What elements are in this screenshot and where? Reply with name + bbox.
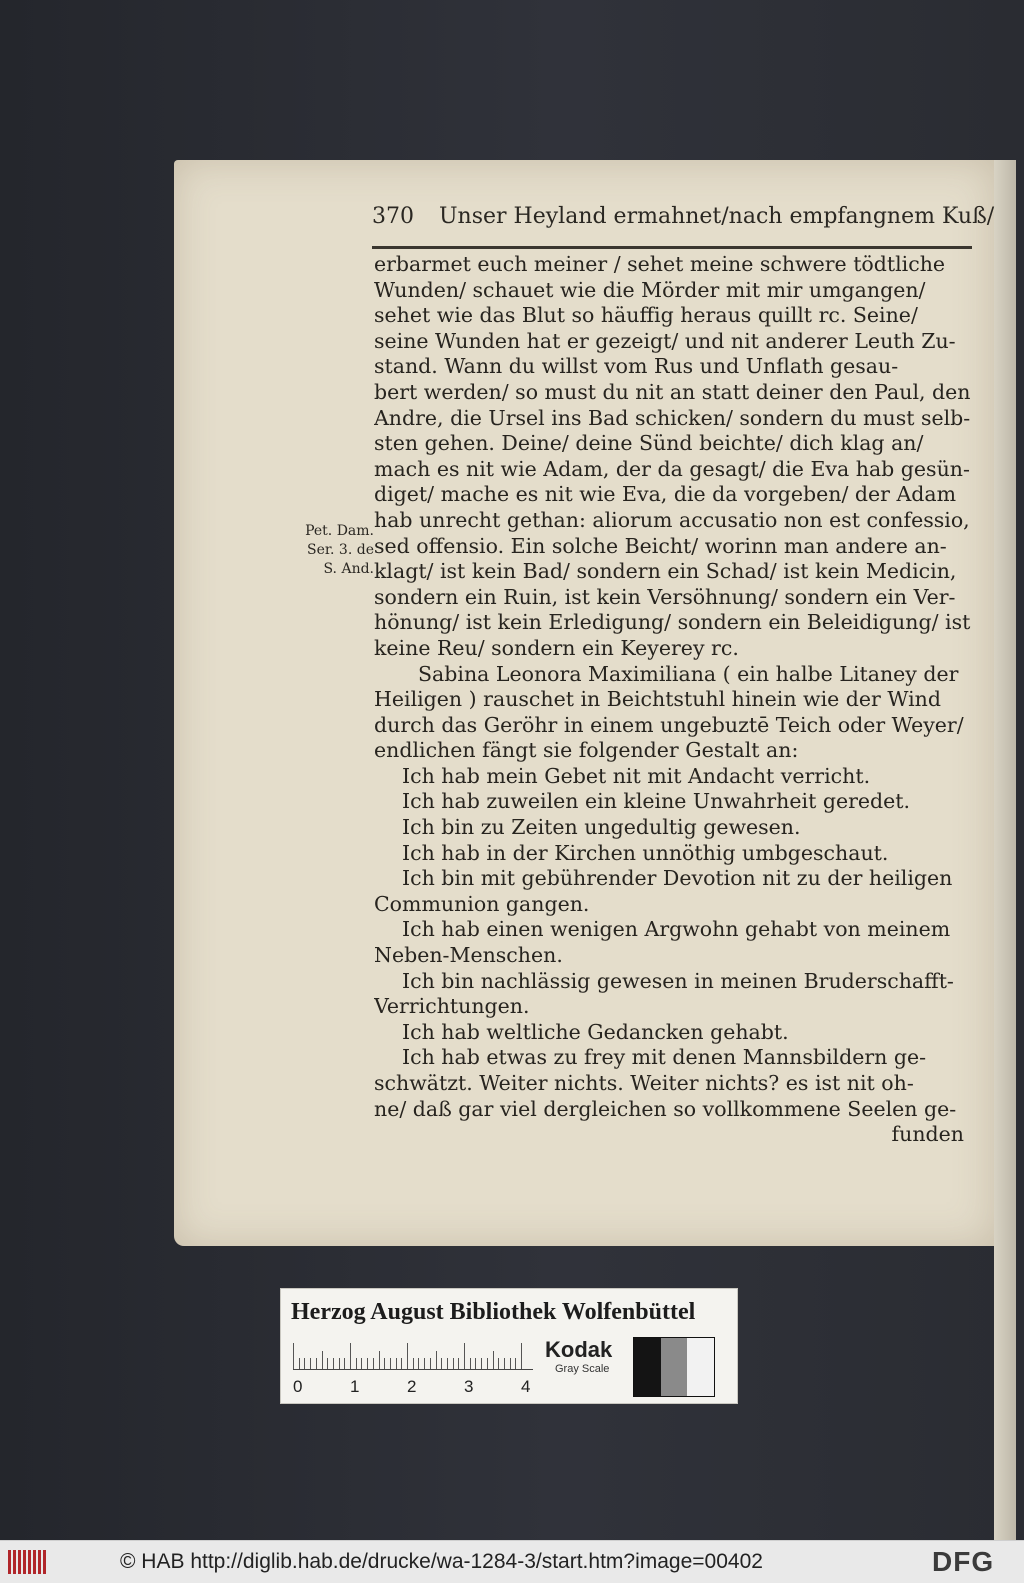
color-calibration-card [280, 1288, 738, 1404]
text-line: stand. Wann du willst vom Rus und Unflath gesau- [374, 354, 899, 379]
text-line: hab unrecht gethan: aliorum accusatio non est confessio, [374, 507, 970, 532]
running-head [372, 204, 995, 244]
text-line: Verrichtungen. [374, 994, 530, 1019]
ruler-tick [418, 1358, 419, 1369]
text-line: Heiligen ) rauschet in Beichtstuhl hinein wie der Wind [374, 687, 941, 712]
margin-note-line: Ser. 3. de [307, 542, 374, 558]
text-line: bert werden/ so must du nit an statt deiner den Paul, den [374, 379, 971, 404]
confession-line: Ich hab in der Kirchen unnöthig umbgeschaut. [402, 840, 889, 865]
ruler-tick [424, 1358, 425, 1369]
ruler-tick [333, 1358, 334, 1369]
library-name: Herzog August Bibliothek Wolfenbüttel [291, 1299, 696, 1325]
ruler-tick [487, 1358, 488, 1369]
ruler-tick [339, 1358, 340, 1369]
gray-patch [687, 1338, 714, 1396]
ruler-tick [453, 1358, 454, 1369]
ruler-tick [390, 1358, 391, 1369]
text-line: Andre, die Ursel ins Bad schicken/ sondern du must selb- [374, 405, 971, 430]
ruler-tick [481, 1358, 482, 1369]
ruler-tick [327, 1358, 328, 1369]
text-line: keine Reu/ sondern ein Keyerey rc. [374, 635, 739, 660]
gray-patch [661, 1338, 688, 1396]
ruler-tick [430, 1358, 431, 1369]
ruler-tick [384, 1358, 385, 1369]
ruler-number: 2 [407, 1377, 417, 1396]
ruler-tick [447, 1358, 448, 1369]
confession-line: Ich bin nachlässig gewesen in meinen Bruderschafft- [402, 968, 954, 993]
confession-line: Ich hab zuweilen ein kleine Unwahrheit geredet. [402, 789, 911, 814]
ruler-tick [361, 1358, 362, 1369]
ruler-tick [504, 1358, 505, 1369]
dfg-logo: DFG [932, 1546, 995, 1577]
ruler-number: 1 [350, 1377, 360, 1396]
text-line: durch das Geröhr in einem ungebuztē Teich oder Weyer/ [374, 712, 964, 737]
ruler-tick [310, 1358, 311, 1369]
page-number: 370 [372, 204, 414, 229]
body-text [374, 252, 974, 1148]
ruler-tick [510, 1358, 511, 1369]
text-line: ne/ daß gar viel dergleichen so vollkommene Seelen ge- [374, 1096, 957, 1121]
ruler-tick [344, 1358, 345, 1369]
ruler-tick [396, 1358, 397, 1369]
text-line: sten gehen. Deine/ deine Sünd beichte/ dich klag an/ [374, 431, 924, 456]
confession-line: Ich hab etwas zu frey mit denen Mannsbildern ge- [402, 1045, 927, 1070]
ruler-tick [293, 1343, 294, 1369]
text-line: sehet wie das Blut so häuffig heraus quillt rc. Seine/ [374, 303, 918, 328]
ruler-tick [441, 1358, 442, 1369]
text-line: seine Wunden hat er gezeigt/ und nit anderer Leuth Zu- [374, 328, 956, 353]
ruler-tick [304, 1358, 305, 1369]
hab-logo-icon [8, 1550, 48, 1574]
ruler-tick [379, 1351, 380, 1369]
text-line: schwätzt. Weiter nichts. Weiter nichts? es ist nit oh- [374, 1071, 914, 1095]
text-line: Neben-Menschen. [374, 943, 563, 968]
ruler-number: 3 [464, 1377, 474, 1396]
ruler-tick [498, 1358, 499, 1369]
ruler-number: 0 [293, 1377, 303, 1396]
confession-line: Ich bin mit gebührender Devotion nit zu der heiligen [402, 866, 953, 891]
head-rule [372, 246, 972, 249]
confession-line: Ich bin zu Zeiten ungedultig gewesen. [402, 815, 801, 840]
scale-ruler [293, 1341, 533, 1370]
ruler-numbers [287, 1377, 537, 1397]
next-page-edge [994, 160, 1016, 1540]
margin-note-line: S. And. [323, 561, 374, 577]
ruler-tick [458, 1358, 459, 1369]
ruler-tick [367, 1358, 368, 1369]
ruler-tick [521, 1343, 522, 1369]
text-line: sondern ein Ruin, ist kein Versöhnung/ sondern ein Ver- [374, 584, 956, 609]
ruler-tick [475, 1358, 476, 1369]
gray-scale-patches [633, 1337, 715, 1397]
confession-line: Ich hab weltliche Gedancken gehabt. [402, 1019, 789, 1044]
ruler-tick [515, 1358, 516, 1369]
ruler-tick [464, 1343, 465, 1369]
gray-scale-label: Gray Scale [555, 1363, 610, 1375]
running-head-title: Unser Heyland ermahnet/nach empfangnem Kuß/ [439, 204, 995, 229]
ruler-tick [373, 1358, 374, 1369]
ruler-tick [401, 1358, 402, 1369]
text-line: Sabina Leonora Maximiliana ( ein halbe Litaney der [418, 661, 959, 686]
text-line: hönung/ ist kein Erledigung/ sondern ein Beleidigung/ ist [374, 610, 971, 635]
ruler-tick [413, 1358, 414, 1369]
ruler-tick [407, 1343, 408, 1369]
text-line: mach es nit wie Adam, der da gesagt/ die Eva hab gesün- [374, 456, 970, 481]
ruler-tick [322, 1351, 323, 1369]
text-line: sed offensio. Ein solche Beicht/ worinn man andere an- [374, 533, 947, 558]
confession-line: Ich hab einen wenigen Argwohn gehabt von meinem [402, 917, 951, 942]
ruler-tick [493, 1351, 494, 1369]
gray-patch [634, 1338, 661, 1396]
text-line: diget/ mache es nit wie Eva, die da vorgeben/ der Adam [374, 482, 957, 507]
ruler-tick [316, 1358, 317, 1369]
ruler-tick [436, 1351, 437, 1369]
text-line: Wunden/ schauet wie die Mörder mit mir umgangen/ [374, 277, 926, 302]
ruler-tick [470, 1358, 471, 1369]
ruler-tick [356, 1358, 357, 1369]
text-line: erbarmet euch meiner / sehet meine schwere tödtliche [374, 252, 946, 276]
ruler-tick [299, 1358, 300, 1369]
ruler-tick [350, 1343, 351, 1369]
ruler-number: 4 [521, 1377, 531, 1396]
text-line: Communion gangen. [374, 891, 590, 916]
margin-note-line: Pet. Dam. [305, 523, 374, 539]
book-page [174, 160, 994, 1246]
text-line: endlichen fängt sie folgender Gestalt an: [374, 738, 799, 763]
kodak-logo: Kodak [545, 1337, 613, 1362]
catchword: funden [891, 1122, 964, 1147]
text-line: klagt/ ist kein Bad/ sondern ein Schad/ ist kein Medicin, [374, 559, 957, 584]
confession-line: Ich hab mein Gebet nit mit Andacht verricht. [402, 763, 871, 788]
margin-note [284, 522, 374, 579]
copyright-link[interactable]: © HAB http://diglib.hab.de/drucke/wa-1284-3/start.htm?image=00402 [120, 1550, 763, 1573]
footer-bar [0, 1540, 1024, 1583]
